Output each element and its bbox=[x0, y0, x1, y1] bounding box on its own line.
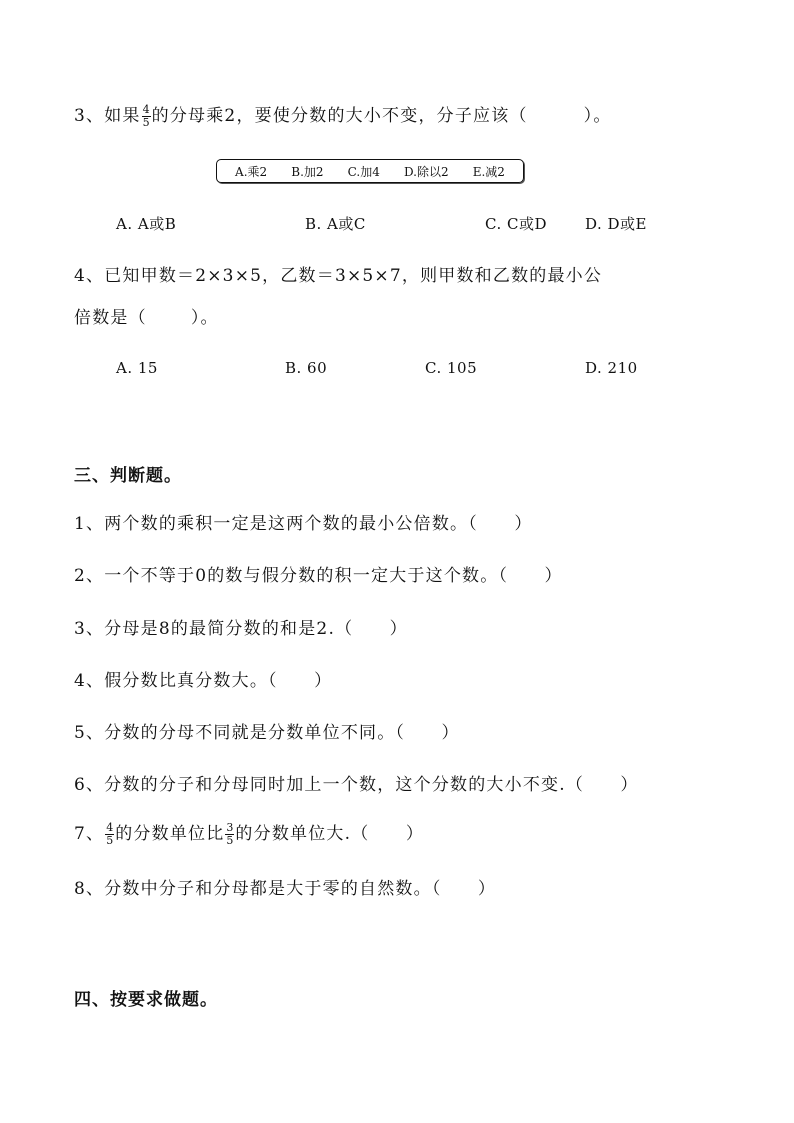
q4-choice-d: D. 210 bbox=[585, 359, 638, 377]
q3-prefix: 3、如果 bbox=[74, 106, 141, 126]
item7-fraction-2: $\frac{3}{5}$ bbox=[226, 821, 234, 847]
box-option-b: B.加2 bbox=[291, 164, 324, 179]
judge-item-7: 7、 $\frac{4}{5}$ 的分数单位比 $\frac{3}{5}$ 的分数单位大.（ ） bbox=[74, 821, 425, 847]
q3-end: 。 bbox=[593, 106, 612, 126]
judge-item-5: 5、分数的分母不同就是分数单位不同。（ ） bbox=[74, 723, 460, 743]
question-3 bbox=[74, 104, 612, 129]
q3-suffix: 的分母乘2，要使分数的大小不变，分子应该 bbox=[151, 106, 510, 126]
q4-choice-c: C. 105 bbox=[425, 359, 478, 377]
judge-item-6: 6、分数的分子和分母同时加上一个数，这个分数的大小不变.（ ） bbox=[74, 775, 639, 795]
judge-item-2: 2、一个不等于0的数与假分数的积一定大于这个数。（ ） bbox=[74, 566, 563, 586]
q3-choice-c: C. C或D bbox=[485, 215, 547, 233]
q4-choice-b: B. 60 bbox=[285, 359, 328, 377]
question-4-line2: 倍数是（ ）。 bbox=[74, 308, 219, 328]
q3-choice-a: A. A或B bbox=[116, 215, 177, 233]
q4-choice-a: A. 15 bbox=[116, 359, 158, 377]
q3-fraction: $\frac{4}{5}$ bbox=[142, 103, 150, 129]
q3-option-box bbox=[216, 159, 524, 183]
q3-paren-close: ） bbox=[583, 106, 594, 126]
q3-paren-open: （ bbox=[509, 106, 528, 126]
item7-fraction-1: $\frac{4}{5}$ bbox=[106, 821, 114, 847]
section-3-title: 三、判断题。 bbox=[74, 466, 182, 486]
judge-item-1: 1、两个数的乘积一定是这两个数的最小公倍数。（ ） bbox=[74, 514, 533, 534]
box-option-c: C.加4 bbox=[347, 164, 380, 179]
question-4-line1: 4、已知甲数＝2×3×5，乙数＝3×5×7，则甲数和乙数的最小公 bbox=[74, 266, 603, 286]
judge-item-3: 3、分母是8的最简分数的和是2.（ ） bbox=[74, 619, 408, 639]
box-option-e: E.减2 bbox=[472, 164, 505, 179]
judge-item-8: 8、分数中分子和分母都是大于零的自然数。（ ） bbox=[74, 879, 497, 899]
q3-choice-b: B. A或C bbox=[305, 215, 366, 233]
q3-choice-d: D. D或E bbox=[585, 215, 648, 233]
box-option-a: A.乘2 bbox=[235, 164, 268, 179]
box-option-d: D.除以2 bbox=[403, 164, 449, 179]
judge-item-4: 4、假分数比真分数大。（ ） bbox=[74, 671, 333, 691]
section-4-title: 四、按要求做题。 bbox=[74, 990, 218, 1010]
